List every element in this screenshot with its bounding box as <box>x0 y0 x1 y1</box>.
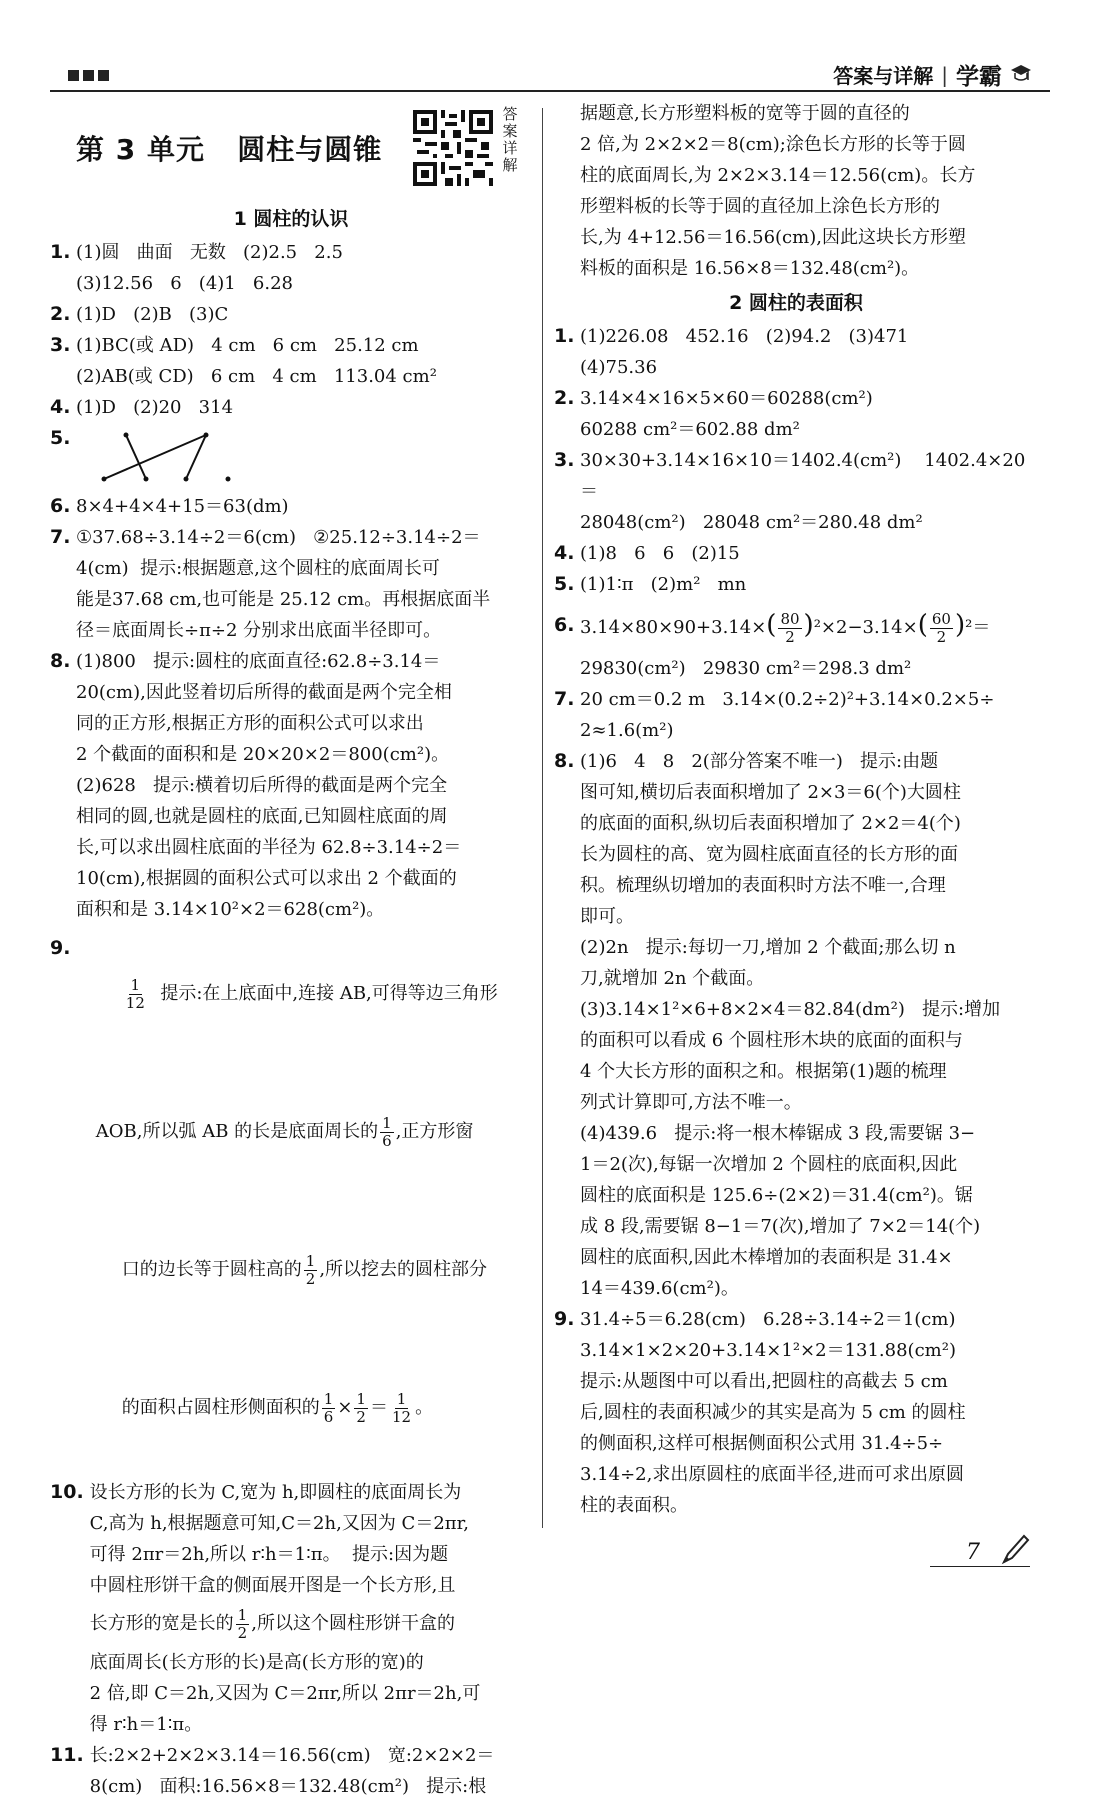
section-title: 2 圆柱的表面积 <box>729 292 863 314</box>
answer-item: 4. (1)D (2)20 314 <box>50 396 234 418</box>
answer-item: 11. 长:2×2+2×2×3.14＝16.56(cm) 宽:2×2×2＝ 8(cm) 面积:16.56×8＝132.48(cm²) 提示:根 <box>50 1744 495 1797</box>
fraction: $\frac{1}{12}$ <box>125 975 145 1012</box>
fraction: $\frac{1}{2}$ <box>356 1389 366 1426</box>
fraction: $\frac{1}{6}$ <box>323 1389 334 1426</box>
mortarboard-icon <box>1010 62 1032 88</box>
answer-item: 5. (1)1∶π (2)m² mn <box>554 573 747 595</box>
answer-item: 4. (1)8 6 6 (2)15 <box>554 542 740 564</box>
answer-item: 8. (1)800 提示:圆柱的底面直径:62.8÷3.14＝ 20(cm),因此竖着切后所得的截面是两个完全相 同的正方形,根据正方形的面积公式可以求出 2 个截面的面积和是 20×20×2＝800(cm²)。 (2)628 提示:横着切后所得的截面是两个完全 相同的圆,也就是圆柱的底面,已知圆柱底面的周 长,可以求出圆柱底面的半径为 62.8÷3.14÷2＝ 10(cm),根据圆的面积公式可以求出 2 个截面的 面积和是 3.14×10²×2＝628(cm²)。 <box>50 650 462 920</box>
section-title: 1 圆柱的认识 <box>233 208 349 230</box>
fraction: $\frac{1}{12}$ <box>391 1389 412 1426</box>
fraction: $\frac{1}{6}$ <box>382 1113 392 1150</box>
fraction: $\frac{1}{2}$ <box>305 1251 316 1288</box>
answer-item: 9. $\frac{1}{12}$ 提示:在上底面中,连接 AB,可得等边三角形 AOB,所以弧 AB 的长是底面周长的 $\frac{1}{6}$ ,正方形窗 口的边长等于圆柱高的 $\frac{1}{2}$ ,所以挖去的圆柱部分 的面积占圆柱形侧面积的 $\frac{1}{6}$ × $\frac{1}{2}$ ＝ $\frac{1}{12}$ 。 <box>50 937 498 1426</box>
fraction: $\frac{60}{2}$ <box>931 609 951 646</box>
header-decoration <box>68 70 109 81</box>
answer-item: 2. 3.14×4×16×5×60＝60288(cm²) 60288 cm²＝602.88 dm² <box>554 387 873 440</box>
answer-item: 1. (1)圆 曲面 无数 (2)2.5 2.5 (3)12.56 6 (4)1 6.28 <box>50 241 343 294</box>
brand-logo: 学霸 <box>956 64 1002 90</box>
answer-item: 6. 3.14×80×90+3.14×( $\frac{80}{2}$ )²×2−3.14×( $\frac{60}{2}$ )²＝ 29830(cm²) 29830 cm²＝298.3 dm² <box>554 609 991 679</box>
qr-code-icon[interactable] <box>413 110 493 186</box>
fraction: $\frac{80}{2}$ <box>780 609 800 646</box>
answer-item: 10. 设长方形的长为 C,宽为 h,即圆柱的底面周长为 C,高为 h,根据题意可知,C＝2h,又因为 C＝2πr, 可得 2πr＝2h,所以 r∶h＝1∶π。 提示:因为题 中圆柱形饼干盒的侧面展开图是一个长方形,且 长方形的宽是长的 $\frac{1}{2}$ ,所以这个圆柱形饼干盒的 底面周长(长方形的长)是高(长方形的宽)的 2 倍,即 C＝2h,又因为 C＝2πr,所以 2πr＝2h,可 得 r∶h＝1∶π。 <box>50 1481 481 1735</box>
header-separator: | <box>941 62 948 87</box>
page-number: 7 <box>966 1540 980 1565</box>
pen-icon <box>1000 1532 1030 1566</box>
page-number-rule <box>930 1566 1030 1567</box>
answer-item: 7. ①37.68÷3.14÷2＝6(cm) ②25.12÷3.14÷2＝ 4(cm) 提示:根据题意,这个圆柱的底面周长可 能是37.68 cm,也可能是 25.12 cm。再根据底面半 径＝底面周长÷π÷2 分别求出底面半径即可。 <box>50 526 491 641</box>
header-right <box>833 58 1032 91</box>
qr-label: 答 案 详 解 <box>502 105 518 174</box>
answer-item: 3. (1)BC(或 AD) 4 cm 6 cm 25.12 cm (2)AB(或 CD) 6 cm 4 cm 113.04 cm² <box>50 334 437 387</box>
answer-item: 1. (1)226.08 452.16 (2)94.2 (3)471 (4)75.36 <box>554 325 909 378</box>
answer-item: 9. 31.4÷5＝6.28(cm) 6.28÷3.14÷2＝1(cm) 3.14×1×2×20+3.14×1²×2＝131.88(cm²) 提示:从题图中可以看出,把圆柱的高截去 5 cm 后,圆柱的表面积减少的其实是高为 5 cm 的圆柱 的侧面积,这样可根据侧面积公式用 31.4÷5÷ 3.14÷2,求出原圆柱的底面半径,进而可求出原圆 柱的表面积。 <box>554 1308 966 1516</box>
header-title: 答案与详解 <box>833 64 934 88</box>
answer-item: 6. 8×4+4×4+15＝63(dm) <box>50 495 289 517</box>
left-column <box>50 200 532 1802</box>
matching-lines-figure <box>76 425 256 491</box>
answer-item: 5. <box>50 423 532 491</box>
answer-item: 3. 30×30+3.14×16×10＝1402.4(cm²) 1402.4×20＝ 28048(cm²) 28048 cm²＝280.48 dm² <box>554 449 1026 533</box>
answer-item: 8. (1)6 4 8 2(部分答案不唯一) 提示:由题 图可知,横切后表面积增加了 2×3＝6(个)大圆柱 的底面的面积,纵切后表面积增加了 2×2＝4(个) 长为圆柱的高、宽为圆柱底面直径的长方形的面 积。梳理纵切增加的表面积时方法不唯一,合理 即可。 (2)2n 提示:每切一刀,增加 2 个截面;那么切 n 刀,就增加 2n 个截面。 (3)3.14×1²×6+8×2×4＝82.84(dm²) 提示:增加 的面积可以看成 6 个圆柱形木块的底面的面积与 4 个大长方形的面积之和。根据第(1)题的梳理 列式计算即可,方法不唯一。 (4)439.6 提示:将一根木棒锯成 3 段,需要锯 3− 1＝2(次),每锯一次增加 2 个圆柱的底面积,因此 圆柱的底面积是 125.6÷(2×2)＝31.4(cm²)。锯 成 8 段,需要锯 8−1＝7(次),增加了 7×2＝14(个) 圆柱的底面积,因此木棒增加的表面积是 31.4× 14＝439.6(cm²)。 <box>554 750 1001 1299</box>
right-column: 据题意,长方形塑料板的宽等于圆的直径的 2 倍,为 2×2×2＝8(cm);涂色长方形的长等于圆 柱的底面周长,为 2×2×3.14＝12.56(cm)。长方 形塑料板的长等于圆的直径加上涂色长方形的 长,为 4+12.56＝16.56(cm),因此这块长方形塑 料板的面积是 16.56×8＝132.48(cm²)。 2 圆柱的表面积 1. (1)226.08 452.16 (2)94.2 (3)471 (4)75.36 2. 3.14×4×16×5×60＝60288(cm²) 60288 cm²＝602.88 dm² 3. 30×30+3.14×16×10＝1402.4(cm²) 1402.4×20＝ 28048(cm²) 28048 cm²＝280.48 dm² 4. (1)8 6 6 (2)15 5. (1)1∶π (2)m² mn 6. 3.14×80×90+3.14×( $\frac{80}{2}$ )²×2−3.14×( $\frac{60}{2}$ )²＝ 29830(cm²) 29830 cm²＝298.3 dm² 7. 20 cm＝0.2 m 3.14×(0.2÷2)²+3.14×0.2×5÷ 2≈1.6(m²) 8. (1)6 4 8 2(部分答案不唯一) 提示:由题 图可知,横切后表面积增加了 2×3＝6(个)大圆柱 的底面的面积,纵切后表面积增加了 2×2＝4(个) 长为圆柱的高、宽为圆柱底面直径的长方形的面 积。梳理纵切增加的表面积时方法不唯一,合理 即可。 (2)2n 提示:每切一刀,增加 2 个截面;那么切 n 刀,就增加 2n 个截面。 (3)3.14×1²×6+8×2×4＝82.84(dm²) 提示:增加 的面积可以看成 6 个圆柱形木块的底面的面积与 4 个大长方形的面积之和。根据第(1)题的梳理 列式计算即可,方法不唯一。 (4)439.6 提示:将一根木棒锯成 3 段,需要锯 3− 1＝2(次),每锯一次增加 2 个圆柱的底面积,因此 圆柱的底面积是 125.6÷(2×2)＝31.4(cm²)。锯 成 8 段,需要锯 8−1＝7(次),增加了 7×2＝14(个) 圆柱的底面积,因此木棒增加的表面积是 31.4× 14＝439.6(cm²)。 9. 31.4÷5＝6.28(cm) 6.28÷3.14÷2＝1(cm) 3.14×1×2×20+3.14×1²×2＝131.88(cm²) 提示:从题图中可以看出,把圆柱的高截去 5 cm 后,圆柱的表面积减少的其实是高为 5 cm 的圆柱 的侧面积,这样可根据侧面积公式用 31.4÷5÷ 3.14÷2,求出原圆柱的底面半径,进而可求出原圆 柱的表面积。 <box>554 98 1038 1521</box>
fraction: $\frac{1}{2}$ <box>237 1605 248 1642</box>
answer-item: 7. 20 cm＝0.2 m 3.14×(0.2÷2)²+3.14×0.2×5÷ 2≈1.6(m²) <box>554 688 995 741</box>
column-divider <box>542 108 543 1528</box>
answer-item: 2. (1)D (2)B (3)C <box>50 303 229 325</box>
unit-title: 第 3 单元 圆柱与圆锥 <box>76 133 383 166</box>
header-rule <box>50 90 1050 92</box>
